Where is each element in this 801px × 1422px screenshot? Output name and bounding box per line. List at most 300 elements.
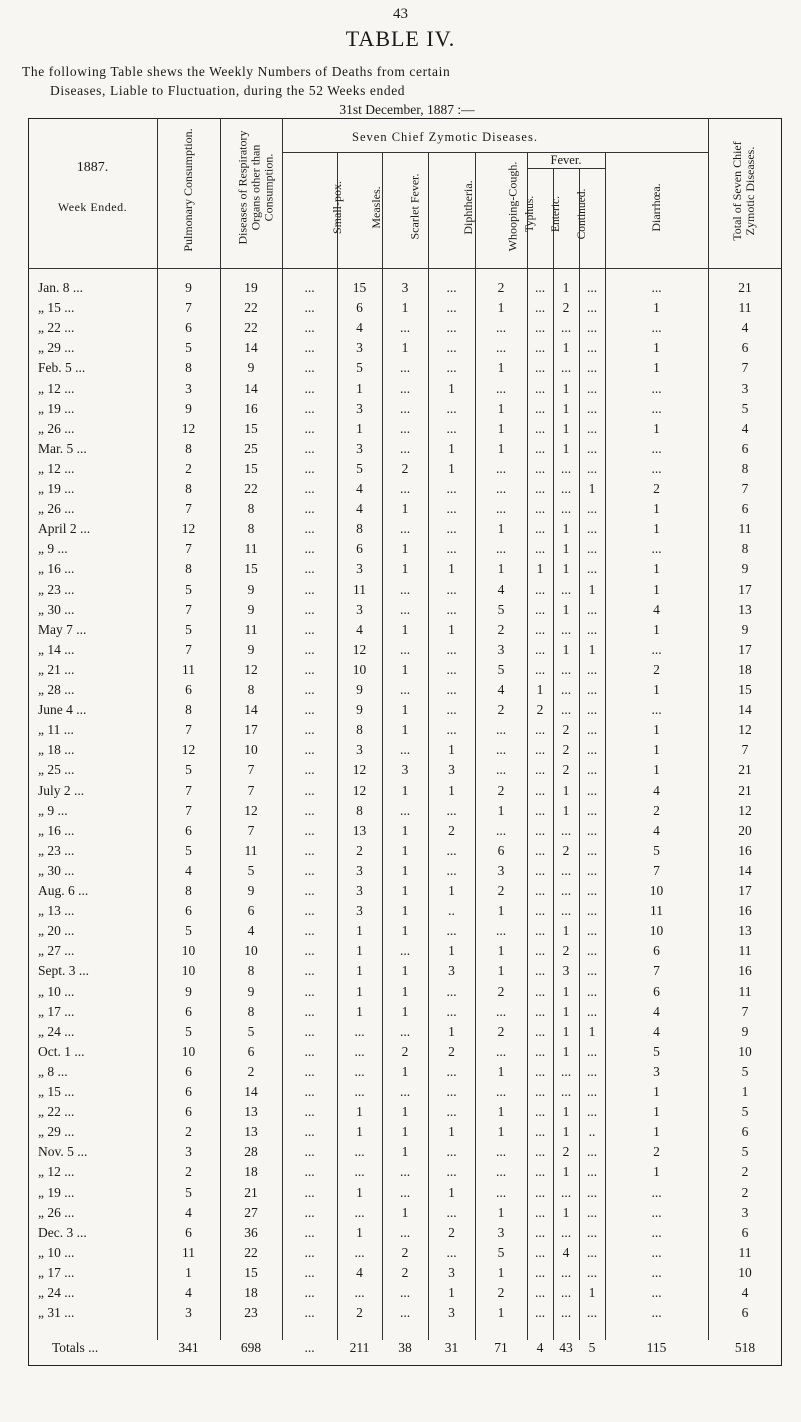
cell-mea: 1 [356, 1124, 363, 1140]
cell-con: ... [586, 1084, 598, 1099]
cell-dip: 1 [448, 782, 455, 798]
totals-label: Totals ... [52, 1340, 99, 1355]
cell-ent: ... [560, 822, 572, 838]
cell-tot: 14 [738, 702, 752, 718]
cell-who: ... [495, 541, 507, 557]
week-ended-cell: „ 9 ... [38, 541, 68, 557]
cell-sp: ... [304, 481, 315, 496]
cell-ent: ... [560, 1305, 572, 1321]
cell-who: 2 [497, 1023, 505, 1039]
cell-dip: 1 [448, 883, 455, 898]
week-ended-cell: „ 12 ... [38, 460, 75, 476]
cell-who: 1 [497, 440, 505, 456]
cell-resp: 8 [247, 963, 255, 979]
cell-who: 1 [497, 802, 505, 818]
cell-pul: 11 [182, 661, 195, 677]
cell-tot: 21 [738, 280, 752, 295]
cell-ent: ... [560, 501, 572, 517]
cell-who: ... [495, 501, 507, 517]
cell-con: ... [586, 702, 598, 718]
cell-typ: ... [534, 641, 546, 657]
table-row [0, 1245, 801, 1265]
week-ended-cell: „ 23 ... [38, 581, 75, 597]
cell-dia: ... [651, 1264, 662, 1280]
cell-dip: ... [446, 400, 457, 416]
cell-sca: 1 [401, 1144, 409, 1160]
cell-typ: ... [534, 903, 546, 919]
cell-ent: 2 [562, 742, 570, 758]
cell-sp: ... [304, 943, 315, 959]
cell-dip: ... [446, 501, 457, 517]
cell-sca: 1 [401, 903, 409, 919]
cell-dia: 1 [653, 621, 660, 637]
cell-con: ... [586, 1144, 598, 1160]
table-row [0, 300, 801, 320]
cell-ent: 1 [562, 1164, 570, 1180]
cell-who: ... [495, 762, 507, 778]
cell-typ: ... [534, 1164, 546, 1180]
cell-dia: 1 [653, 501, 660, 517]
cell-resp: 21 [244, 1184, 258, 1200]
cell-dip: 1 [448, 943, 455, 959]
table-row [0, 1205, 801, 1225]
cell-dip: ... [446, 1164, 457, 1180]
cell-who: 2 [497, 702, 505, 718]
cell-ent: ... [560, 481, 572, 496]
week-ended-cell: Dec. 3 ... [38, 1224, 87, 1240]
cell-sca: ... [399, 682, 411, 697]
cell-con: ... [586, 1184, 598, 1200]
cell-mea: 3 [356, 883, 363, 898]
cell-pul: 2 [185, 460, 192, 476]
cell-resp: 25 [244, 440, 258, 456]
cell-sp: ... [304, 802, 315, 818]
cell-dip: ... [446, 521, 457, 537]
cell-resp: 2 [247, 1063, 255, 1079]
header-bottom-rule [28, 268, 782, 269]
cell-sca: 1 [401, 1063, 409, 1079]
cell-sp: ... [304, 420, 315, 436]
header-enteric: Enteric. [550, 195, 562, 233]
cell-resp: 9 [247, 641, 255, 657]
cell-typ: ... [534, 722, 546, 738]
cell-sca: ... [399, 1164, 411, 1180]
cell-pul: 5 [185, 621, 192, 637]
table-row [0, 762, 801, 782]
total-typ: 4 [536, 1340, 544, 1355]
cell-sp: ... [304, 1043, 315, 1059]
cell-con: ... [586, 782, 598, 798]
cell-mea: 3 [356, 561, 363, 577]
cell-dip: ... [446, 641, 457, 657]
cell-pul: 7 [185, 501, 192, 517]
cell-tot: 7 [741, 481, 749, 496]
header-continued: Continued. [576, 188, 588, 240]
cell-pul: 7 [185, 601, 192, 617]
week-ended-cell: „ 12 ... [38, 380, 75, 396]
table-row [0, 903, 801, 923]
table-row [0, 863, 801, 883]
cell-who: 1 [497, 420, 505, 436]
cell-tot: 6 [741, 1224, 749, 1240]
cell-dia: 3 [653, 1063, 660, 1079]
cell-ent: 1 [562, 601, 570, 617]
table-row [0, 722, 801, 742]
cell-dia: 2 [653, 802, 660, 818]
header-pulmonary: Pulmonary Consumption. [181, 128, 195, 252]
cell-sca: ... [399, 581, 411, 597]
cell-typ: ... [534, 1244, 546, 1260]
cell-typ: ... [534, 380, 546, 396]
cell-dip: 1 [448, 1285, 455, 1300]
cell-tot: 17 [738, 581, 752, 597]
cell-pul: 5 [185, 340, 192, 356]
cell-sca: 1 [401, 702, 409, 718]
cell-mea: 1 [356, 983, 363, 999]
cell-resp: 12 [244, 661, 258, 677]
cell-pul: 6 [185, 1063, 192, 1079]
cell-ent: ... [560, 320, 572, 336]
week-ended-cell: June 4 ... [38, 702, 87, 718]
week-ended-cell: „ 29 ... [38, 1124, 75, 1140]
cell-dip: ... [446, 923, 457, 939]
cell-pul: 7 [185, 641, 192, 657]
cell-mea: 8 [356, 722, 363, 738]
week-ended-cell: „ 30 ... [38, 862, 75, 878]
zymotic-group-rule [282, 152, 708, 153]
cell-mea: 1 [356, 420, 363, 436]
cell-resp: 7 [247, 782, 255, 798]
total-ent: 43 [559, 1340, 573, 1355]
cell-pul: 3 [185, 380, 192, 396]
cell-typ: ... [534, 1003, 546, 1019]
cell-tot: 5 [741, 1063, 749, 1079]
cell-tot: 11 [738, 943, 752, 959]
cell-sca: ... [399, 1084, 411, 1099]
cell-dip: ... [446, 360, 457, 376]
week-ended-cell: „ 30 ... [38, 601, 75, 617]
cell-typ: ... [534, 963, 546, 979]
cell-ent: ... [560, 1285, 572, 1300]
cell-resp: 19 [244, 280, 258, 295]
cell-con: ... [586, 963, 598, 979]
cell-sp: ... [304, 541, 315, 557]
cell-mea: 3 [356, 742, 363, 758]
cell-dia: ... [651, 702, 662, 718]
cell-typ: ... [534, 1043, 546, 1059]
cell-typ: 2 [536, 702, 544, 718]
cell-pul: 9 [185, 983, 192, 999]
cell-sp: ... [304, 1023, 315, 1039]
cell-tot: 11 [738, 1244, 752, 1260]
cell-typ: ... [534, 1204, 546, 1220]
cell-mea: 1 [356, 1104, 363, 1120]
cell-sp: ... [304, 923, 315, 939]
table-row [0, 1044, 801, 1064]
cell-sca: ... [399, 440, 411, 456]
cell-tot: 14 [738, 862, 752, 878]
cell-pul: 5 [185, 762, 192, 778]
cell-dip: ... [446, 1204, 457, 1220]
cell-pul: 4 [185, 1285, 192, 1300]
cell-sca: ... [399, 400, 411, 416]
cell-dip: 1 [448, 380, 455, 396]
cell-typ: ... [534, 320, 546, 336]
cell-who: 1 [497, 1124, 505, 1140]
cell-pul: 2 [185, 1164, 192, 1180]
cell-sp: ... [304, 501, 315, 517]
table-row [0, 783, 801, 803]
cell-who: ... [495, 742, 507, 758]
table-row [0, 963, 801, 983]
cell-sca: ... [399, 601, 411, 617]
cell-typ: ... [534, 280, 546, 295]
cell-sca: 1 [401, 621, 409, 637]
week-ended-cell: „ 26 ... [38, 1204, 75, 1220]
cell-pul: 6 [185, 320, 192, 336]
cell-tot: 3 [741, 1204, 749, 1220]
cell-resp: 15 [244, 1264, 258, 1280]
cell-dia: 1 [653, 420, 660, 436]
table-row [0, 421, 801, 441]
week-ended-cell: „ 23 ... [38, 842, 75, 858]
cell-con: ... [586, 501, 598, 517]
table-row [0, 561, 801, 581]
cell-ent: ... [560, 862, 572, 878]
cell-con: 1 [588, 1285, 596, 1300]
cell-pul: 8 [185, 360, 192, 376]
cell-ent: ... [560, 1264, 572, 1280]
cell-ent: 1 [562, 1124, 570, 1140]
cell-mea: ... [354, 1084, 365, 1099]
cell-dia: 1 [653, 722, 660, 738]
cell-typ: ... [534, 862, 546, 878]
week-ended-cell: „ 9 ... [38, 802, 68, 818]
cell-who: ... [495, 1084, 507, 1099]
cell-sca: 1 [401, 1124, 409, 1140]
week-ended-cell: „ 20 ... [38, 923, 75, 939]
cell-sca: ... [399, 380, 411, 396]
cell-resp: 8 [247, 501, 255, 517]
cell-sca: 1 [401, 1003, 409, 1019]
cell-con: ... [586, 682, 598, 697]
cell-ent: 2 [562, 943, 570, 959]
table-row [0, 662, 801, 682]
cell-con: ... [586, 903, 598, 919]
cell-sp: ... [304, 641, 315, 657]
cell-who: ... [495, 320, 507, 336]
cell-ent: ... [560, 661, 572, 677]
cell-con: ... [586, 1003, 598, 1019]
cell-resp: 22 [244, 300, 258, 316]
cell-ent: 1 [562, 802, 570, 818]
cell-con: ... [586, 943, 598, 959]
cell-ent: ... [560, 360, 572, 376]
cell-dip: 2 [448, 822, 455, 838]
cell-con: ... [586, 541, 598, 557]
cell-resp: 7 [247, 762, 255, 778]
table-row [0, 501, 801, 521]
cell-pul: 7 [185, 722, 192, 738]
cell-sca: 1 [401, 782, 409, 798]
cell-ent: ... [560, 1224, 572, 1240]
cell-resp: 28 [244, 1144, 258, 1160]
cell-dia: 6 [653, 983, 660, 999]
table-row [0, 441, 801, 461]
cell-tot: 6 [741, 501, 749, 517]
cell-sp: ... [304, 1063, 315, 1079]
cell-dia: ... [651, 1305, 662, 1321]
cell-sca: ... [399, 641, 411, 657]
cell-pul: 4 [185, 1204, 192, 1220]
total-sp: ... [304, 1340, 315, 1355]
cell-dip: ... [446, 983, 457, 999]
cell-resp: 15 [244, 460, 258, 476]
table-row [0, 1225, 801, 1245]
cell-tot: 9 [741, 561, 749, 577]
cell-con: ... [586, 1104, 598, 1120]
cell-who: ... [495, 460, 507, 476]
cell-con: ... [586, 440, 598, 456]
cell-ent: 1 [562, 1204, 570, 1220]
cell-pul: 10 [181, 1043, 196, 1059]
cell-sp: ... [304, 561, 315, 577]
week-ended-cell: „ 21 ... [38, 661, 75, 677]
week-ended-cell: „ 14 ... [38, 641, 75, 657]
cell-dia: 10 [649, 883, 664, 898]
cell-con: ... [586, 722, 598, 738]
cell-sca: 1 [401, 661, 409, 677]
table-title: TABLE IV. [345, 26, 456, 51]
cell-mea: 4 [356, 1264, 363, 1280]
cell-con: ... [586, 521, 598, 537]
cell-ent: 2 [562, 762, 570, 778]
cell-who: 5 [497, 661, 505, 677]
cell-tot: 11 [738, 983, 752, 999]
cell-ent: 3 [562, 963, 570, 979]
cell-con: ... [586, 1204, 598, 1220]
week-ended-cell: Jan. 8 ... [38, 280, 83, 295]
cell-tot: 4 [741, 320, 749, 336]
cell-con: ... [586, 862, 598, 878]
cell-ent: ... [560, 1084, 572, 1099]
cell-mea: 4 [356, 501, 363, 517]
header-diphtheria: Diphtheria. [461, 180, 475, 235]
cell-sca: ... [399, 1305, 411, 1321]
cell-sca: 1 [401, 300, 409, 316]
page-number: 43 [393, 6, 408, 22]
cell-sca: ... [399, 1285, 411, 1300]
cell-sp: ... [304, 1305, 315, 1321]
cell-sca: 1 [401, 883, 409, 898]
cell-tot: 8 [741, 460, 749, 476]
cell-tot: 8 [741, 541, 749, 557]
cell-who: ... [495, 340, 507, 356]
cell-dip: ... [446, 862, 457, 878]
cell-sca: 1 [401, 862, 409, 878]
cell-typ: ... [534, 1084, 546, 1099]
cell-sp: ... [304, 360, 315, 376]
table-row [0, 943, 801, 963]
cell-dia: 6 [653, 943, 660, 959]
cell-dip: ... [446, 722, 457, 738]
cell-mea: 3 [356, 440, 363, 456]
intro-line-1: The following Table shews the Weekly Numbers of Deaths from certain [22, 64, 451, 79]
table-row [0, 541, 801, 561]
cell-who: 1 [497, 400, 505, 416]
cell-dia: 1 [653, 682, 660, 697]
cell-ent: ... [560, 1184, 572, 1200]
week-ended-cell: „ 24 ... [38, 1285, 75, 1300]
cell-pul: 5 [185, 923, 192, 939]
cell-mea: 9 [356, 682, 363, 697]
cell-mea: 3 [356, 862, 363, 878]
cell-who: 1 [497, 1104, 505, 1120]
cell-dia: 5 [653, 842, 660, 858]
cell-sca: 1 [401, 822, 409, 838]
cell-con: ... [586, 923, 598, 939]
table-row [0, 1064, 801, 1084]
cell-resp: 9 [247, 581, 255, 597]
week-ended-cell: „ 28 ... [38, 682, 75, 697]
cell-mea: 1 [356, 963, 363, 979]
cell-tot: 9 [741, 621, 749, 637]
table-row [0, 923, 801, 943]
table-row [0, 521, 801, 541]
week-ended-cell: „ 19 ... [38, 1184, 75, 1200]
cell-mea: 6 [356, 541, 363, 557]
cell-tot: 5 [741, 1144, 749, 1160]
cell-sp: ... [304, 782, 315, 798]
cell-dip: 3 [448, 762, 455, 778]
cell-ent: 1 [562, 400, 570, 416]
cell-dip: ... [446, 842, 457, 858]
cell-who: ... [495, 1184, 507, 1200]
cell-dip: ... [446, 320, 457, 336]
cell-resp: 9 [247, 983, 255, 999]
cell-dia: 4 [653, 1003, 660, 1019]
cell-dia: 7 [653, 862, 660, 878]
cell-pul: 9 [185, 280, 192, 295]
cell-resp: 14 [244, 1084, 258, 1099]
cell-tot: 21 [738, 762, 752, 778]
cell-dip: 3 [448, 1264, 455, 1280]
cell-sca: ... [399, 420, 411, 436]
cell-dia: 1 [653, 762, 660, 778]
cell-sp: ... [304, 521, 315, 537]
cell-tot: 6 [741, 440, 749, 456]
cell-ent: 1 [562, 440, 570, 456]
cell-con: ... [586, 842, 598, 858]
cell-ent: ... [560, 581, 572, 597]
cell-sp: ... [304, 1124, 315, 1140]
cell-sca: ... [399, 1184, 411, 1200]
cell-tot: 17 [738, 641, 752, 657]
cell-tot: 13 [738, 601, 752, 617]
cell-dia: 11 [650, 903, 663, 919]
cell-tot: 10 [738, 1264, 752, 1280]
cell-typ: ... [534, 541, 546, 557]
cell-tot: 1 [741, 1084, 749, 1099]
cell-sp: ... [304, 983, 315, 999]
cell-pul: 12 [181, 521, 196, 537]
cell-tot: 13 [738, 923, 752, 939]
cell-mea: ... [354, 1063, 365, 1079]
cell-who: ... [495, 822, 507, 838]
cell-mea: 2 [356, 842, 363, 858]
cell-dia: 1 [653, 300, 660, 316]
table-row [0, 1124, 801, 1144]
